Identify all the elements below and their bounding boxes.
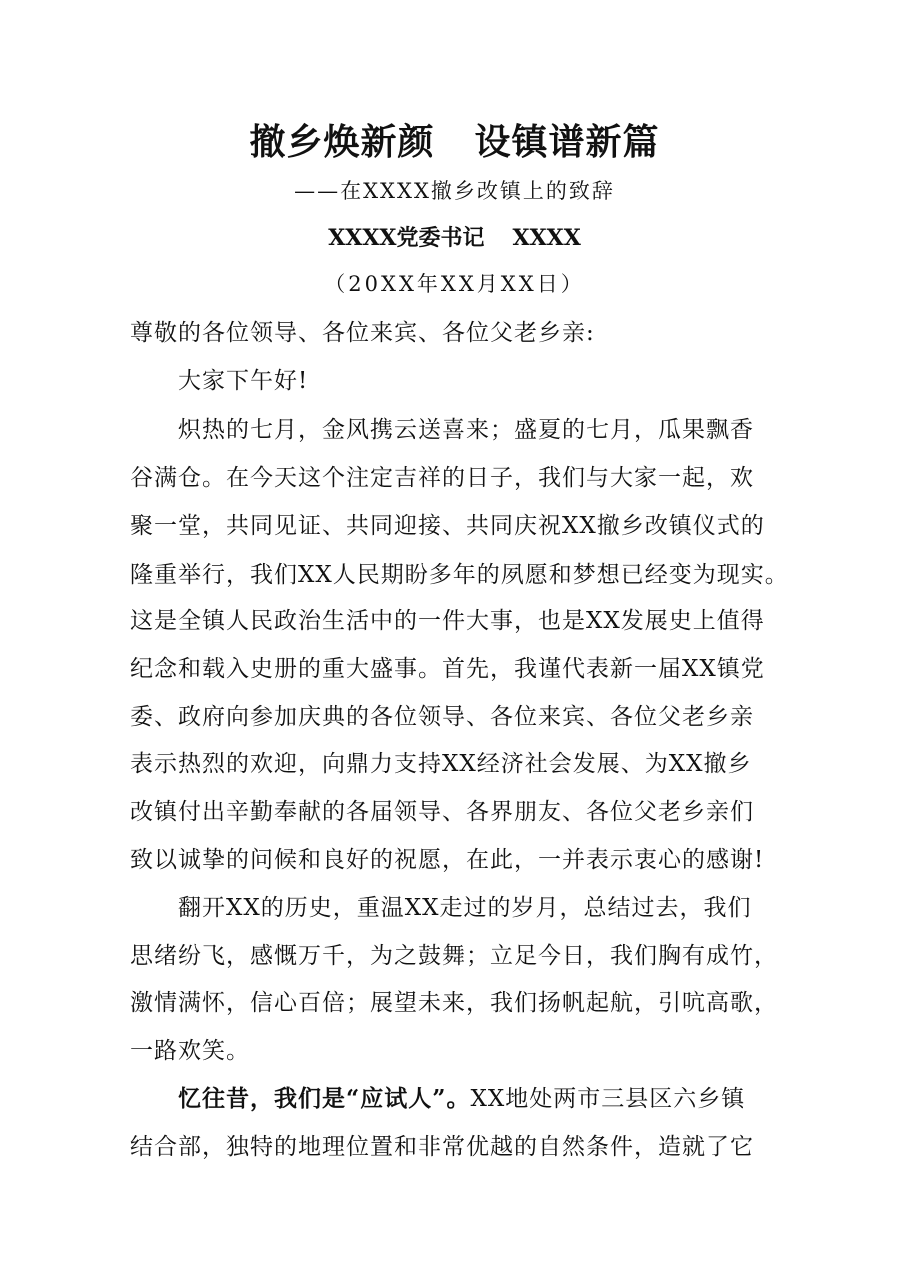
paragraph2-line: 思绪纷飞，感慨万千，为之鼓舞；立足今日，我们胸有成竹， [130, 943, 778, 969]
author-line [0, 222, 909, 254]
paragraph1-line: 纪念和载入史册的重大盛事。首先，我谨代表新一届XX镇党 [130, 656, 765, 682]
paragraph1-line: 这是全镇人民政治生活中的一件大事，也是XX发展史上值得 [130, 608, 765, 634]
salutation: 尊敬的各位领导、各位来宾、各位父老乡亲: [130, 320, 595, 346]
paragraph2-line: 翻开XX的历史，重温XX走过的岁月，总结过去，我们 [178, 895, 752, 921]
paragraph3-line: 结合部，独特的地理位置和非常优越的自然条件，造就了它 [130, 1134, 754, 1160]
paragraph1-line: 谷满仓。在今天这个注定吉祥的日子，我们与大家一起，欢 [130, 465, 754, 491]
title-part-1: 撤乡焕新颜 [249, 121, 435, 163]
greeting: 大家下午好! [178, 368, 309, 394]
author-name: XXXX [512, 225, 581, 251]
paragraph1-line: 致以诚挚的问候和良好的祝愿，在此，一并表示衷心的感谢! [130, 847, 765, 873]
paragraph1-line: 委、政府向参加庆典的各位领导、各位来宾、各位父老乡亲 [130, 704, 754, 730]
paragraph1-line: 聚一堂，共同见证、共同迎接、共同庆祝XX撤乡改镇仪式的 [130, 513, 765, 539]
paragraph2-line: 一路欢笑。 [130, 1038, 250, 1064]
title-part-2: 设镇谱新篇 [474, 121, 660, 163]
paragraph2-line: 激情满怀，信心百倍；展望未来，我们扬帆起航，引吭高歌， [130, 990, 778, 1016]
paragraph1-line: 隆重举行，我们XX人民期盼多年的夙愿和梦想已经变为现实。 [130, 562, 789, 588]
document-title [0, 118, 909, 166]
speech-date: （20XX年XX月XX日） [324, 272, 585, 296]
author-org: XXXX党委书记 [328, 225, 485, 251]
paragraph1-line: 改镇付出辛勤奉献的各届领导、各界朋友、各位父老乡亲们 [130, 799, 754, 825]
paragraph1-line: 炽热的七月，金风携云送喜来；盛夏的七月，瓜果飘香 [178, 417, 754, 443]
paragraph3-first-rest: XX地处两市三县区六乡镇 [470, 1086, 746, 1112]
paragraph3-first-line [178, 1082, 800, 1116]
paragraph1-line: 表示热烈的欢迎，向鼎力支持XX经济社会发展、为XX撤乡 [130, 751, 752, 777]
paragraph3-heading: 忆往昔，我们是“应试人”。 [178, 1085, 471, 1112]
document-subtitle: ——在XXXX撤乡改镇上的致辞 [294, 179, 615, 203]
